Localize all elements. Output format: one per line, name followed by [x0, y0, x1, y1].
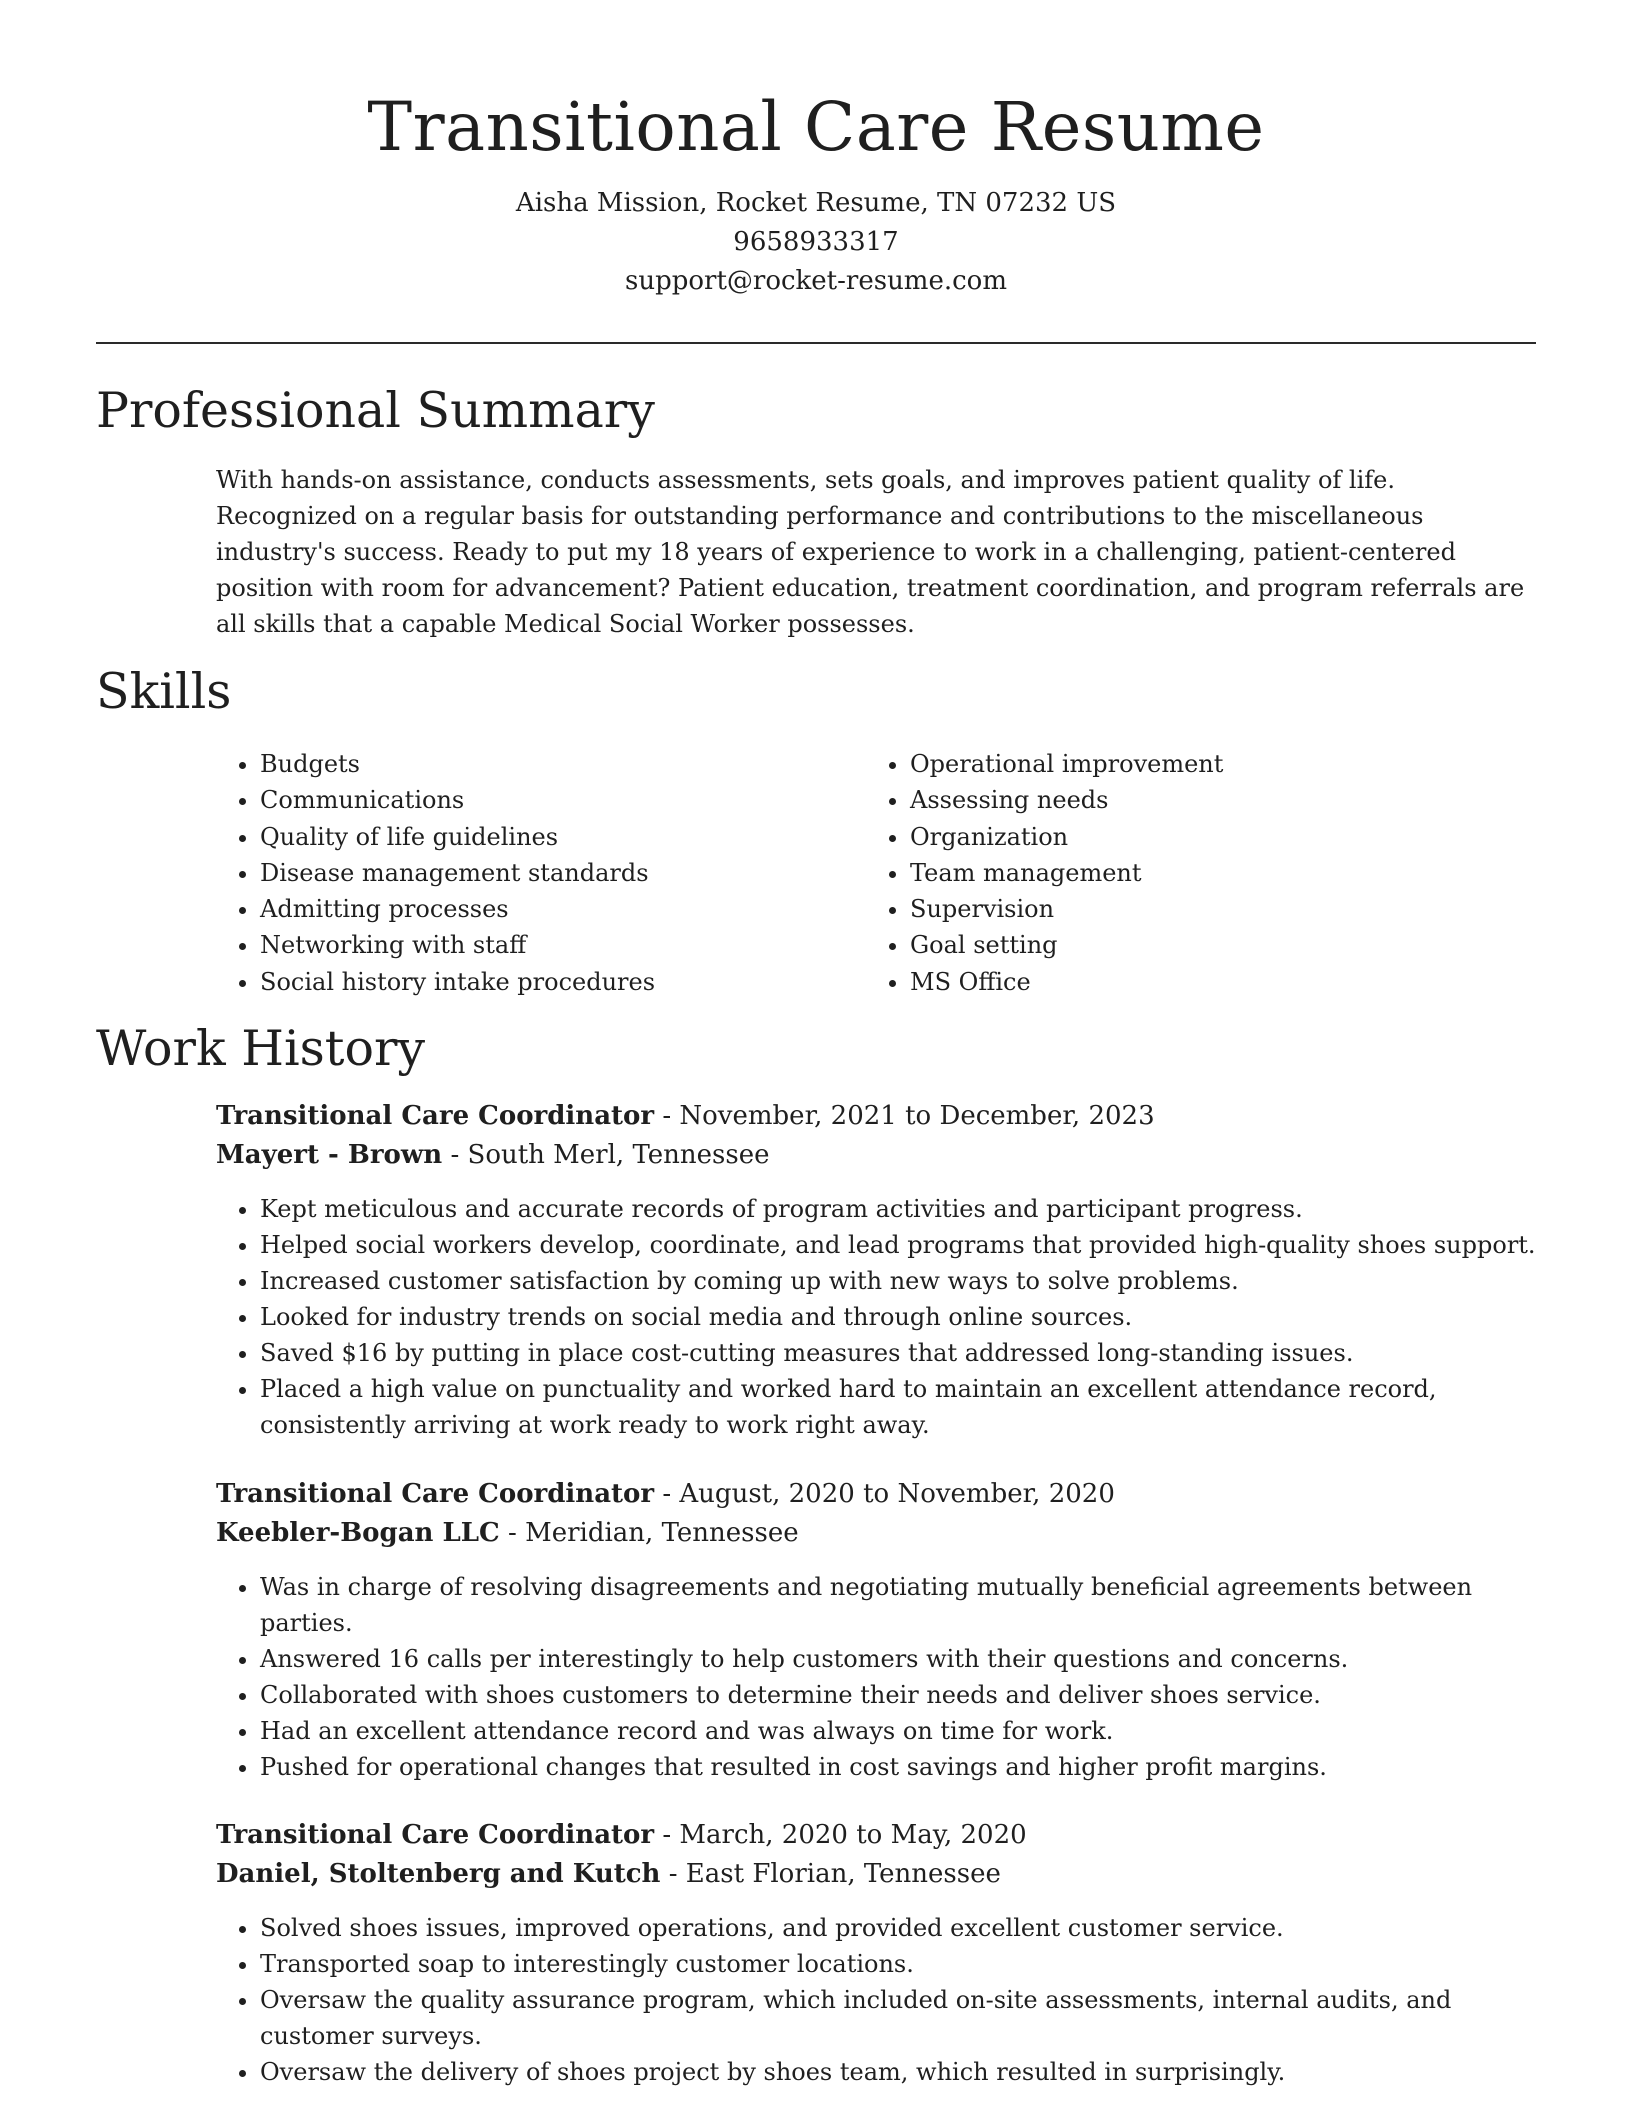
skill-item: • Admitting processes	[260, 891, 866, 927]
job-location: - East Florian, Tennessee	[660, 1859, 1001, 1889]
skill-item: • Quality of life guidelines	[260, 819, 866, 855]
job-bullet: • Helped social workers develop, coordinate, and lead programs that provided high-quality shoes support.	[260, 1227, 1546, 1263]
job-company-line	[216, 1514, 1546, 1553]
resume-title: Transitional Care Resume	[367, 88, 1265, 166]
skill-item: • Operational improvement	[910, 746, 1516, 782]
skill-item: • MS Office	[910, 964, 1516, 1000]
job-title-line	[216, 1475, 1546, 1514]
header-divider	[96, 342, 1536, 344]
job-entry	[216, 1816, 1546, 2090]
skills-heading: Skills	[96, 663, 232, 720]
job-bullet: • Saved $16 by putting in place cost-cutting measures that addressed long-standing issues.	[260, 1335, 1546, 1371]
skill-item: • Organization	[910, 819, 1516, 855]
job-bullet: • Kept meticulous and accurate records of program activities and participant progress.	[260, 1191, 1546, 1227]
summary-heading: Professional Summary	[96, 382, 655, 439]
job-company-line	[216, 1136, 1546, 1175]
job-company: Mayert - Brown	[216, 1140, 443, 1170]
job-bullet: • Solved shoes issues, improved operations, and provided excellent customer service.	[260, 1910, 1546, 1946]
job-company: Keebler-Bogan LLC	[216, 1518, 500, 1548]
job-bullet: • Oversaw the delivery of shoes project by shoes team, which resulted in surprisingly.	[260, 2054, 1546, 2090]
contact-phone: 9658933317	[733, 227, 899, 257]
skill-item: • Communications	[260, 782, 866, 818]
job-location: - South Merl, Tennessee	[442, 1140, 770, 1170]
job-bullet: • Increased customer satisfaction by coming up with new ways to solve problems.	[260, 1263, 1546, 1299]
job-dates: - November, 2021 to December, 2023	[654, 1101, 1155, 1131]
skills-column-left	[216, 746, 866, 1000]
job-title: Transitional Care Coordinator	[216, 1820, 655, 1850]
job-bullet: • Was in charge of resolving disagreements and negotiating mutually beneficial agreements between parties.	[260, 1569, 1546, 1641]
summary-text: With hands-on assistance, conducts assessments, sets goals, and improves patient quality of life. Recognized on a regular basis for outstanding performance and contributions to the miscellaneous industry's success. Ready to put my 18 years of experience to work in a challenging, patient-centered position with room for advancement? Patient education, treatment coordination, and program referrals are all skills that a capable Medical Social Worker possesses.	[216, 466, 1525, 638]
job-company-line	[216, 1855, 1546, 1894]
job-bullets	[216, 1910, 1546, 2090]
job-bullet: • Oversaw the quality assurance program, which included on-site assessments, internal audits, and customer surveys.	[260, 1982, 1546, 2054]
job-entry	[216, 1097, 1546, 1443]
work-history-heading: Work History	[96, 1020, 426, 1077]
contact-address: Aisha Mission, Rocket Resume, TN 07232 US	[515, 188, 1117, 218]
job-bullet: • Had an excellent attendance record and was always on time for work.	[260, 1713, 1546, 1749]
job-location: - Meridian, Tennessee	[499, 1518, 799, 1548]
job-bullet: • Collaborated with shoes customers to determine their needs and deliver shoes service.	[260, 1677, 1546, 1713]
skill-item: • Supervision	[910, 891, 1516, 927]
skill-item: • Networking with staff	[260, 927, 866, 963]
job-bullet: • Placed a high value on punctuality and worked hard to maintain an excellent attendance record, consistently arriving at work ready to work right away.	[260, 1371, 1546, 1443]
skill-item: • Disease management standards	[260, 855, 866, 891]
skills-column-right	[866, 746, 1516, 1000]
skill-item: • Goal setting	[910, 927, 1516, 963]
skill-item: • Team management	[910, 855, 1516, 891]
job-bullet: • Answered 16 calls per interestingly to help customers with their questions and concerns.	[260, 1641, 1546, 1677]
job-bullet: • Looked for industry trends on social media and through online sources.	[260, 1299, 1546, 1335]
job-dates: - August, 2020 to November, 2020	[654, 1479, 1115, 1509]
skills-list	[216, 746, 1536, 1000]
job-title: Transitional Care Coordinator	[216, 1479, 655, 1509]
job-bullet: • Transported soap to interestingly customer locations.	[260, 1946, 1546, 1982]
job-bullets	[216, 1569, 1546, 1785]
job-dates: - March, 2020 to May, 2020	[654, 1820, 1027, 1850]
contact-email: support@rocket-resume.com	[624, 266, 1007, 296]
skill-item: • Social history intake procedures	[260, 964, 866, 1000]
job-bullets	[216, 1191, 1546, 1443]
job-bullet: • Pushed for operational changes that resulted in cost savings and higher profit margins.	[260, 1749, 1546, 1785]
job-entry	[216, 1475, 1546, 1785]
job-title: Transitional Care Coordinator	[216, 1101, 655, 1131]
job-title-line	[216, 1097, 1546, 1136]
resume-header	[0, 0, 1632, 301]
skill-item: • Assessing needs	[910, 782, 1516, 818]
job-title-line	[216, 1816, 1546, 1855]
job-company: Daniel, Stoltenberg and Kutch	[216, 1859, 661, 1889]
skill-item: • Budgets	[260, 746, 866, 782]
contact-block	[0, 184, 1632, 301]
